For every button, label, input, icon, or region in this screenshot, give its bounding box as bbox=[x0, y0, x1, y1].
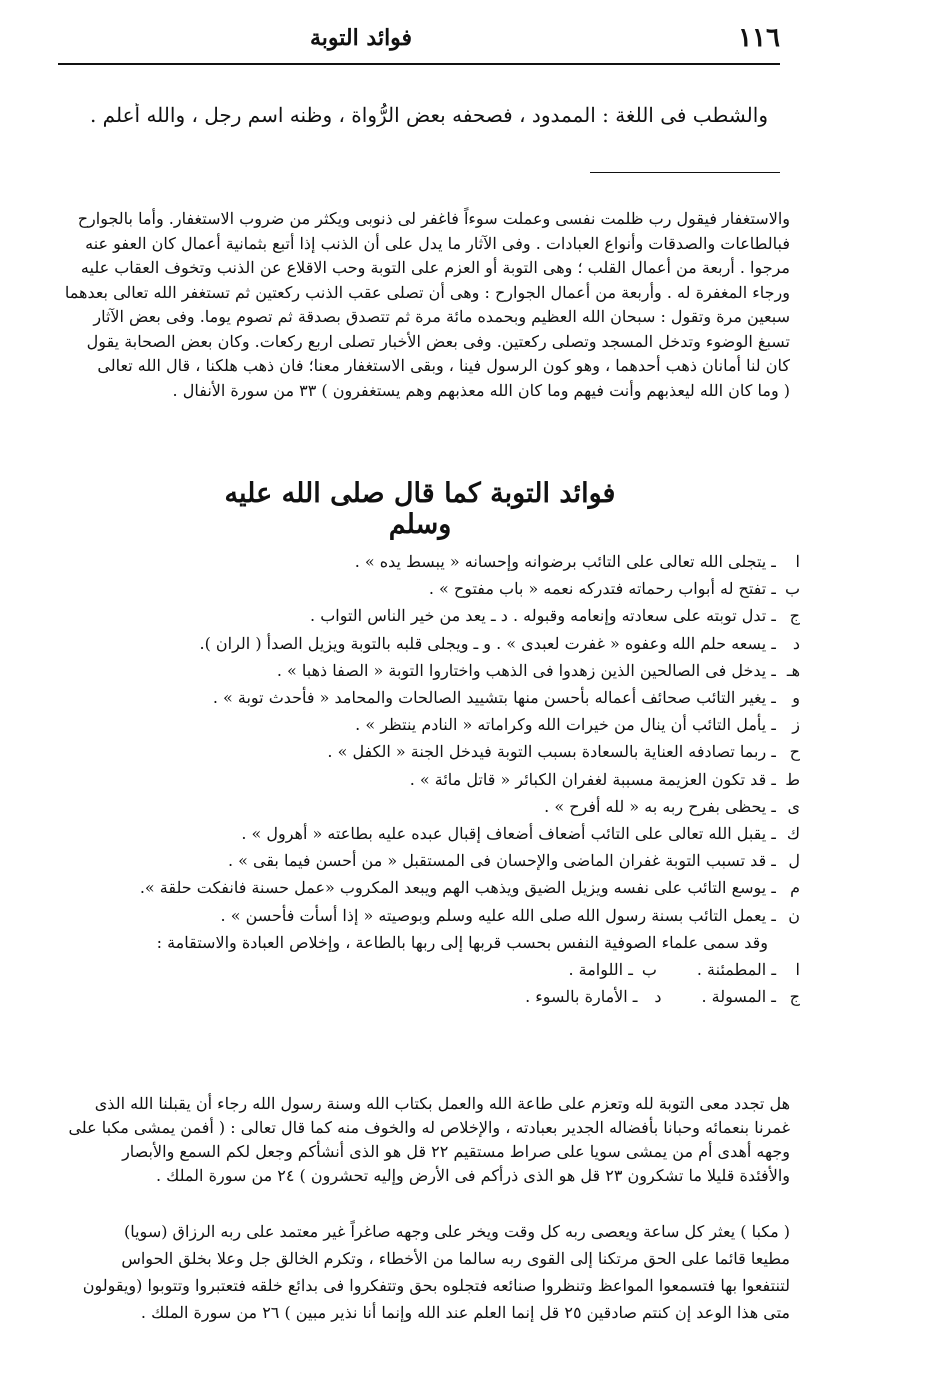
text-line: ورجاء المغفرة له . وأربعة من أعمال الجوارح : وهى أن تصلى عقب الذنب ركعتين ثم تستغفر الله تعالى بعدهما bbox=[64, 282, 790, 302]
list-item bbox=[80, 766, 800, 793]
page-header bbox=[60, 18, 780, 58]
item-text: ـ قد تسبب التوبة غفران الماضى والإحسان فى المستقبل « من أحسن فيما بقى » . bbox=[227, 851, 776, 871]
list-item bbox=[80, 602, 800, 629]
text-line: كان لنا أمانان ذهب أحدهما ، وهو كون الرسول فينا ، وبقى الاستغفار معنا؛ فان ذهب هلكنا ، قال الله تعالى bbox=[97, 356, 790, 375]
item-text: ـ قد تكون العزيمة مسببة لغفران الكبائر « قاتل مائة » . bbox=[409, 769, 776, 789]
text-line: ( مكبا ) يعثر كل ساعة ويعصى ربه كل وقت ويخر على وجهه صاغراً غير معتمد على ربه الرزاق (سويا) bbox=[123, 1222, 790, 1241]
item-letter: م bbox=[790, 878, 800, 898]
list-item bbox=[80, 684, 800, 711]
souls-row bbox=[80, 983, 800, 1010]
page-number: ١١٦ bbox=[738, 23, 780, 53]
item-letter: ز bbox=[792, 715, 800, 735]
list-item bbox=[80, 902, 800, 929]
item-text: ـ تفتح له أبواب رحماته فتدركه نعمه « باب مفتوح » . bbox=[428, 579, 776, 599]
list-item bbox=[80, 575, 800, 602]
item-letter: د bbox=[792, 633, 800, 653]
item-letter: ج bbox=[789, 987, 800, 1007]
item-text: ـ يعمل التائب بسنة رسول الله صلى الله عليه وسلم وبوصيته « إذا أسأت فأحسن » . bbox=[220, 905, 776, 925]
section-heading: فوائد التوبة كما قال صلى الله عليه وسلم bbox=[224, 478, 616, 540]
item-text: ـ يوسع التائب على نفسه ويزيل الضيق ويذهب الهم ويبعد المكروب «عمل حسنة فانفكت حلقة ». bbox=[139, 878, 776, 898]
soul-type: ـ المطمئنة . bbox=[696, 960, 776, 980]
list-item bbox=[80, 847, 800, 874]
item-letter: ط bbox=[785, 769, 800, 789]
text-line: مرجوا . أربعة من أعمال القلب ؛ وهى التوبة أو العزم على التوبة وحب الاقلاع عن الذنب وتخوف العقاب عليه bbox=[80, 258, 790, 277]
note-separator bbox=[590, 172, 780, 173]
item-letter: ل bbox=[788, 851, 800, 871]
running-title: فوائد التوبة bbox=[310, 25, 413, 51]
item-letter: ج bbox=[789, 606, 800, 626]
item-text: ـ يحظى بفرح ربه به « لله أفرح » . bbox=[544, 796, 776, 816]
item-letter: ا bbox=[795, 552, 800, 571]
text-line: سبعين مرة وتقول : سبحان الله العظيم وبحمده مائة مرة ثم تتصدق بصدقة ثم تصوم يوما. وفى بعض الآثار bbox=[93, 307, 790, 326]
item-text: ـ ربما تصادفه العناية بالسعادة بسبب التوبة فيدخل الجنة « الكفل » . bbox=[327, 742, 776, 762]
item-letter: ن bbox=[788, 905, 800, 925]
item-text: ـ يقبل الله تعالى على التائب أضعاف أضعاف إقبال عبده عليه بطاعته « أهرول » . bbox=[241, 824, 776, 844]
text-line: ( وما كان الله ليعذبهم وأنت فيهم وما كان الله معذبهم وهم يستغفرون ) ٣٣ من سورة الأنفال . bbox=[172, 380, 790, 400]
paragraph-explanation bbox=[50, 1218, 790, 1326]
header-rule bbox=[58, 63, 780, 65]
item-text: ـ يسعه حلم الله وعفوه « غفرت لعبدى » . و ـ ويجلى قلبه بالتوبة ويزيل الصدأ ( الران ). bbox=[199, 633, 776, 653]
souls-intro: وقد سمى علماء الصوفية النفس بحسب قربها إلى ربها بالطاعة ، وإخلاص العبادة والاستقامة : bbox=[156, 932, 768, 952]
paragraph-istighfar bbox=[50, 207, 790, 403]
item-text: ـ يدخل فى الصالحين الذين زهدوا فى الذهب واختاروا التوبة « الصفا ذهبا » . bbox=[276, 660, 776, 680]
list-item bbox=[80, 793, 800, 820]
text-line: والاستغفار فيقول رب ظلمت نفسى وعملت سوءاً فاغفر لى ذنوبى ويكثر من ضروب الاستغفار. وأما بالجوارح bbox=[77, 209, 790, 228]
soul-type: ـ اللوامة . bbox=[568, 960, 633, 980]
item-letter: ح bbox=[789, 742, 800, 762]
text-line: وجهه أهدى أم من يمشى سويا على صراط مستقيم ٢٢ قل هو الذى أنشأكم وجعل لكم السمع والأبصار bbox=[122, 1142, 790, 1161]
item-text: ـ يغير التائب صحائف أعماله بأحسن منها بتشييد الصالحات والمحامد « فأحدث توبة » . bbox=[212, 688, 776, 708]
text-line: تسبغ الوضوء وتدخل المسجد وتصلى ركعتين. وفى بعض الأخبار تصلى اربع ركعات. وكان بعض الصحابة يقول bbox=[86, 331, 790, 351]
item-text: ـ يأمل التائب أن ينال من خيرات الله وكراماته « النادم ينتظر » . bbox=[355, 715, 776, 735]
list-item bbox=[80, 711, 800, 738]
paragraph-renewal bbox=[50, 1092, 790, 1188]
list-item bbox=[80, 548, 800, 575]
footnote-carryover: والشطب فى اللغة : الممدود ، فصحفه بعض الرُّواة ، وظنه اسم رجل ، والله أعلم . bbox=[89, 103, 768, 127]
soul-type: ـ المسولة . bbox=[701, 987, 776, 1007]
text-line: هل تجدد معى التوبة لله وتعزم على طاعة الله والعمل بكتاب الله وسنة رسول الله رجاء أن يقبلنا الله الذى bbox=[94, 1094, 790, 1113]
text-line: فبالطاعات والصدقات وأنواع العبادات . وفى الآثار ما يدل على أن الذنب إذا أتبع بثمانية أعمال كان العفو عنه bbox=[85, 233, 790, 253]
list-item bbox=[80, 630, 800, 657]
list-item bbox=[80, 874, 800, 901]
item-letter: ب bbox=[784, 579, 800, 599]
text-line: مطيعا قائما على الحق مرتكنا إلى القوى ربه سالما من الأخطاء ، وتكرم الخالق جل وعلا بخلق الحواس bbox=[121, 1249, 790, 1268]
item-text: ـ يتجلى الله تعالى على التائب برضوانه وإحسانه « يبسط يده » . bbox=[354, 552, 776, 571]
benefits-list bbox=[80, 548, 800, 1010]
item-letter: هـ bbox=[786, 660, 800, 680]
text-line: متى هذا الوعد إن كنتم صادقين ٢٥ قل إنما العلم عند الله وإنما أنا نذير مبين ) ٢٦ من سورة الملك . bbox=[140, 1303, 790, 1322]
text-line: لتنتفعوا بها فتسمعوا المواعظ وتنظروا صنائعه فتجلوه بحق وتتفكروا فى بدائع خلقه فتعتبروا وتتوبوا (ويقولون bbox=[82, 1276, 790, 1295]
item-letter: و bbox=[792, 688, 800, 708]
item-letter: ا bbox=[795, 960, 800, 980]
list-item bbox=[80, 657, 800, 684]
text-line: والأفئدة قليلا ما تشكرون ٢٣ قل هو الذى ذرأكم فى الأرض وإليه تحشرون ) ٢٤ من سورة الملك . bbox=[155, 1166, 790, 1185]
list-item bbox=[80, 738, 800, 765]
item-letter: ى bbox=[787, 796, 800, 816]
list-item bbox=[80, 820, 800, 847]
item-letter: ب bbox=[641, 960, 657, 980]
soul-type: ـ الأمارة بالسوء . bbox=[525, 987, 638, 1007]
item-text: ـ تدل توبته على سعادته وإنعامه وقبوله . د ـ يعد من خير الناس التواب . bbox=[310, 606, 776, 626]
souls-row bbox=[80, 956, 800, 983]
item-letter: ك bbox=[786, 824, 800, 844]
text-line: غمرنا بنعمائه وحبانا بأفضاله الجدير بعبادته ، والإخلاص له والخوف منه كما قال تعالى : ( أفمن يمشى مكبا على bbox=[68, 1118, 790, 1137]
item-letter: د bbox=[654, 987, 662, 1007]
